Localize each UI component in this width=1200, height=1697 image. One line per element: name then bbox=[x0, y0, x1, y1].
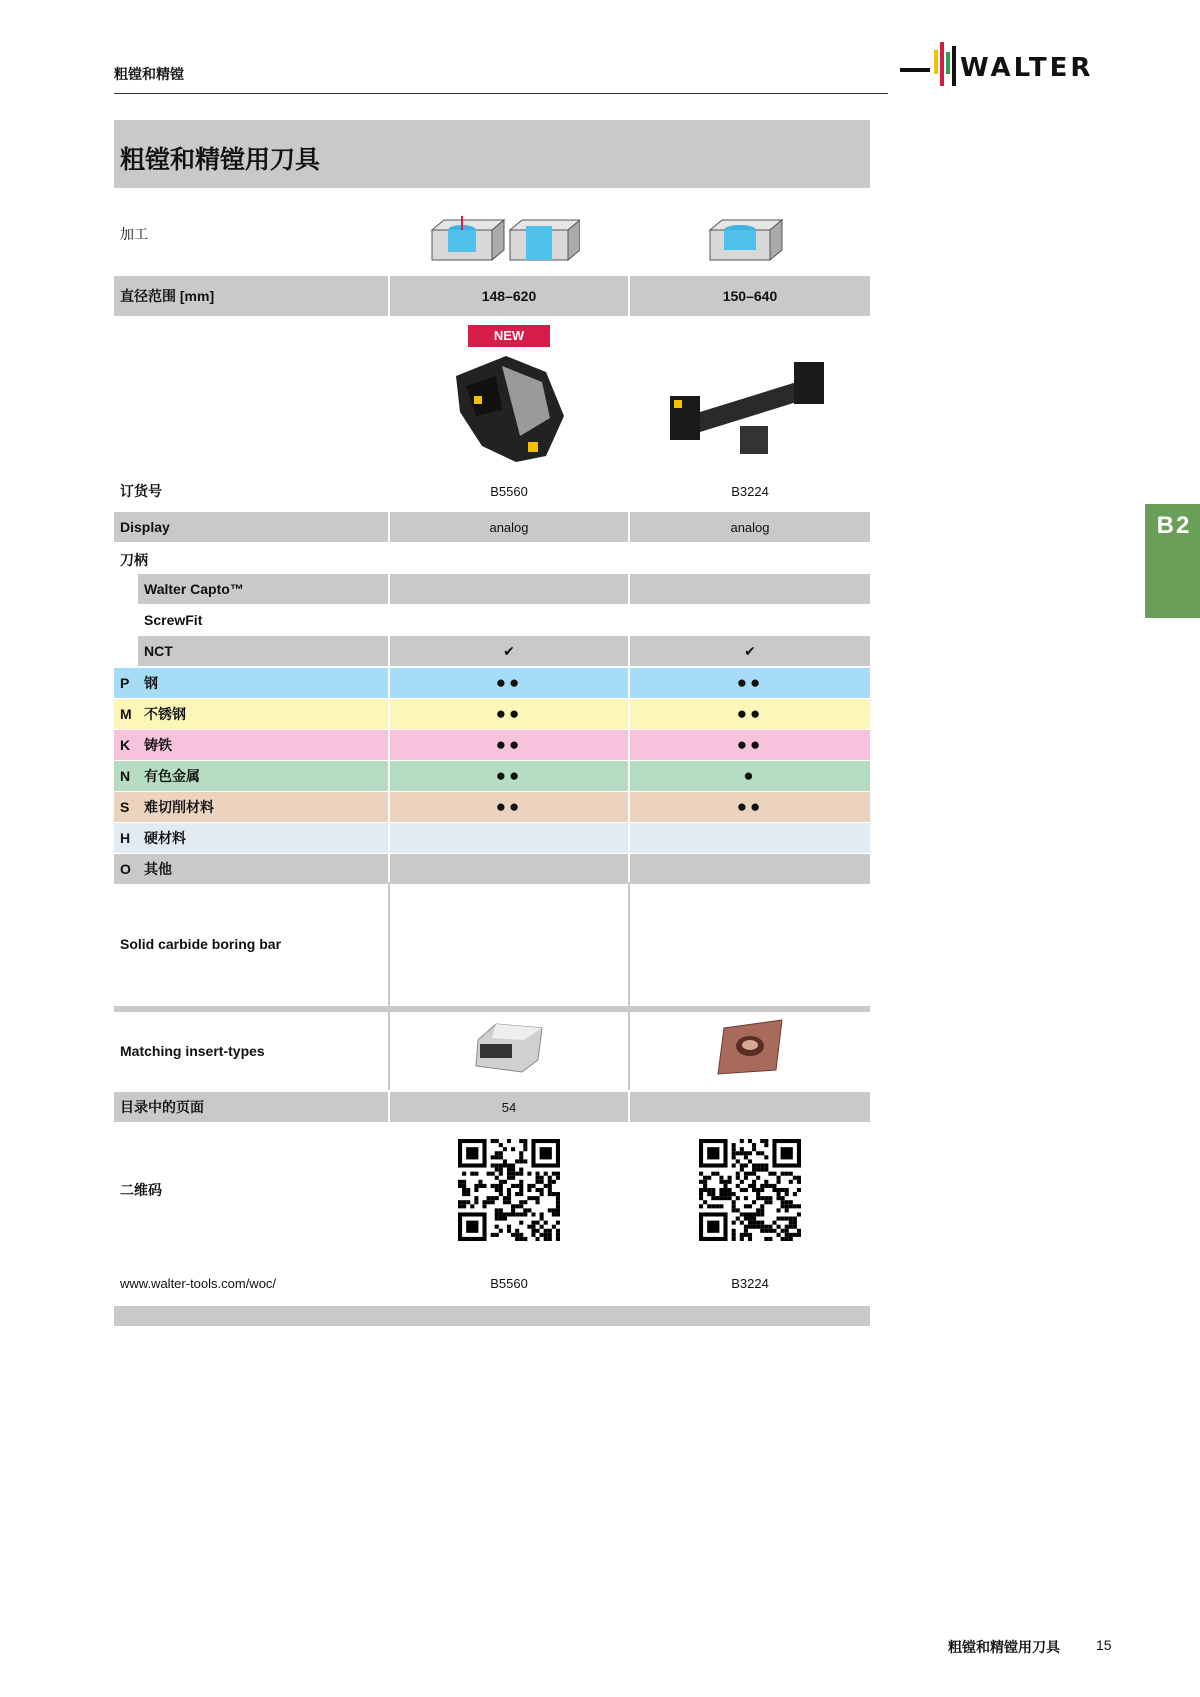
nct-check-b3224: ✔ bbox=[630, 636, 870, 666]
material-row-h bbox=[114, 823, 870, 853]
diameter-row bbox=[114, 276, 870, 316]
display-label: Display bbox=[114, 512, 388, 542]
title-banner bbox=[114, 120, 870, 188]
machining-row bbox=[114, 212, 870, 262]
material-code: O bbox=[120, 861, 131, 877]
table-end-bar bbox=[114, 1306, 870, 1326]
material-code: K bbox=[120, 737, 131, 753]
shank-row bbox=[114, 546, 870, 574]
material-label bbox=[114, 699, 388, 729]
page-number: 15 bbox=[1096, 1637, 1112, 1653]
order-row bbox=[114, 476, 870, 506]
material-name: 硬材料 bbox=[144, 830, 186, 846]
tool-image-b3224 bbox=[666, 356, 832, 460]
display-b5560: analog bbox=[390, 512, 628, 542]
machining-label: 加工 bbox=[120, 226, 148, 242]
material-row-o bbox=[114, 854, 870, 884]
inserts-label: Matching insert-types bbox=[120, 1043, 265, 1059]
material-row-m bbox=[114, 699, 870, 729]
qr-code-b3224[interactable] bbox=[630, 1130, 870, 1250]
capto-row bbox=[114, 574, 870, 604]
catalog-label: 目录中的页面 bbox=[114, 1092, 388, 1122]
material-name: 铸铁 bbox=[144, 737, 172, 753]
url-label[interactable]: www.walter-tools.com/woc/ bbox=[120, 1275, 277, 1291]
url-b5560: B5560 bbox=[490, 1275, 528, 1291]
section-title: 粗镗和精镗 bbox=[114, 66, 184, 82]
material-rating-b5560 bbox=[390, 854, 628, 884]
inserts-row bbox=[114, 1012, 870, 1090]
shank-label: 刀柄 bbox=[120, 552, 148, 568]
material-rating-b3224: ●● bbox=[630, 699, 870, 729]
url-row bbox=[114, 1268, 870, 1298]
svg-text:WALTER: WALTER bbox=[960, 53, 1094, 83]
order-b5560: B5560 bbox=[490, 483, 528, 499]
solid-carbide-label: Solid carbide boring bar bbox=[120, 936, 282, 952]
catalog-b5560: 54 bbox=[390, 1092, 628, 1122]
material-code: H bbox=[120, 830, 131, 846]
material-rating-b3224: ●● bbox=[630, 668, 870, 698]
display-b3224: analog bbox=[630, 512, 870, 542]
page-title: 粗镗和精镗用刀具 bbox=[120, 146, 321, 174]
diameter-b5560: 148–620 bbox=[390, 276, 628, 316]
header-rule bbox=[114, 93, 888, 94]
material-rating-b3224: ● bbox=[630, 761, 870, 791]
material-code: P bbox=[120, 675, 130, 691]
material-code: S bbox=[120, 799, 130, 815]
material-label bbox=[114, 823, 388, 853]
material-rating-b5560 bbox=[390, 823, 628, 853]
capto-b3224 bbox=[630, 574, 870, 604]
material-name: 有色金属 bbox=[144, 768, 200, 784]
material-code: M bbox=[120, 706, 132, 722]
screwfit-label: ScrewFit bbox=[144, 612, 203, 628]
material-label bbox=[114, 730, 388, 760]
nct-label: NCT bbox=[138, 636, 388, 666]
material-row-k bbox=[114, 730, 870, 760]
material-rating-b5560: ●● bbox=[390, 792, 628, 822]
chapter-tab: B2 bbox=[1145, 504, 1200, 618]
url-b3224: B3224 bbox=[731, 1275, 769, 1291]
boring-operation-icon-b5560 bbox=[430, 216, 580, 262]
boring-operation-icon-b3224 bbox=[708, 216, 784, 262]
material-rating-b3224: ●● bbox=[630, 792, 870, 822]
new-badge: NEW bbox=[468, 325, 550, 347]
insert-image-b5560 bbox=[472, 1020, 548, 1076]
nct-row bbox=[114, 636, 870, 666]
order-b3224: B3224 bbox=[731, 483, 769, 499]
material-name: 难切削材料 bbox=[144, 799, 214, 815]
material-rating-b5560: ●● bbox=[390, 668, 628, 698]
material-code: N bbox=[120, 768, 131, 784]
material-rating-b3224 bbox=[630, 854, 870, 884]
material-rating-b5560: ●● bbox=[390, 730, 628, 760]
material-label bbox=[114, 761, 388, 791]
material-rating-b5560: ●● bbox=[390, 761, 628, 791]
material-name: 钢 bbox=[144, 675, 158, 691]
diameter-b3224: 150–640 bbox=[630, 276, 870, 316]
qr-code-b5560[interactable] bbox=[390, 1130, 628, 1250]
display-row bbox=[114, 512, 870, 542]
material-row-s bbox=[114, 792, 870, 822]
catalog-b3224 bbox=[630, 1092, 870, 1122]
material-name: 其他 bbox=[144, 861, 172, 877]
material-row-p bbox=[114, 668, 870, 698]
material-row-n bbox=[114, 761, 870, 791]
footer-title: 粗镗和精镗用刀具 bbox=[948, 1639, 1060, 1655]
solid-carbide-row bbox=[114, 882, 870, 1006]
material-rating-b3224 bbox=[630, 823, 870, 853]
material-name: 不锈钢 bbox=[144, 706, 186, 722]
qr-label: 二维码 bbox=[120, 1182, 162, 1198]
catalog-row bbox=[114, 1092, 870, 1122]
material-label bbox=[114, 668, 388, 698]
walter-logo bbox=[900, 38, 1110, 98]
capto-label: Walter Capto™ bbox=[138, 574, 388, 604]
material-label bbox=[114, 792, 388, 822]
insert-image-b3224 bbox=[712, 1018, 788, 1078]
order-label: 订货号 bbox=[120, 483, 162, 499]
qr-row bbox=[114, 1130, 870, 1250]
material-rating-b5560: ●● bbox=[390, 699, 628, 729]
nct-check-b5560: ✔ bbox=[390, 636, 628, 666]
tool-image-b5560 bbox=[446, 356, 572, 464]
material-rating-b3224: ●● bbox=[630, 730, 870, 760]
material-label bbox=[114, 854, 388, 884]
capto-b5560 bbox=[390, 574, 628, 604]
diameter-label: 直径范围 [mm] bbox=[114, 276, 388, 316]
screwfit-row bbox=[114, 605, 870, 635]
